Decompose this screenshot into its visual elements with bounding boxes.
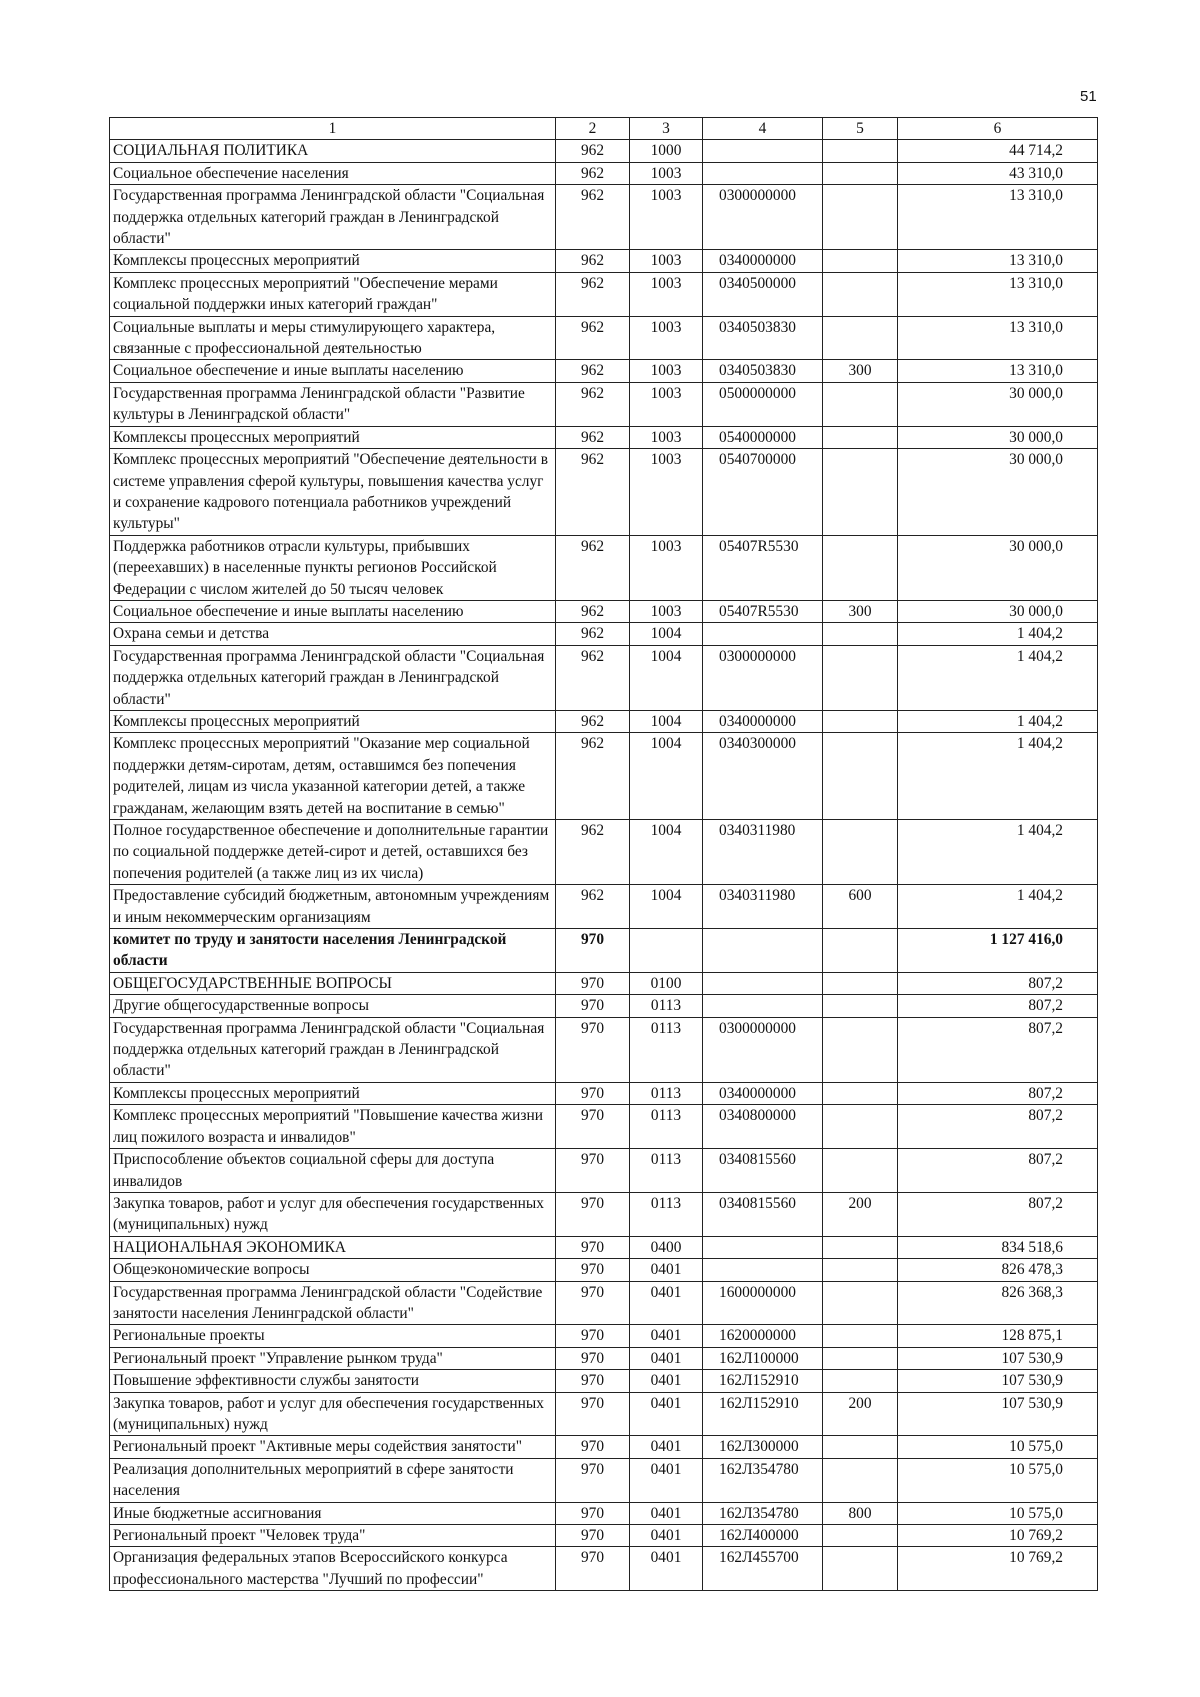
- target-article-cell: 162Л100000: [703, 1347, 823, 1369]
- row-name-cell: Региональные проекты: [110, 1325, 556, 1347]
- admin-code-cell: 970: [556, 1547, 630, 1591]
- table-row: [110, 162, 1098, 184]
- row-name-cell: Государственная программа Ленинградской области "Социальная поддержка отдельных категорий граждан в Ленинградской области": [110, 645, 556, 710]
- table-row: [110, 645, 1098, 710]
- admin-code-cell: 962: [556, 885, 630, 929]
- table-row: [110, 360, 1098, 382]
- section-code-cell: [630, 929, 703, 973]
- expense-type-cell: [823, 162, 898, 184]
- table-row: [110, 535, 1098, 600]
- admin-code-cell: 970: [556, 1370, 630, 1392]
- admin-code-cell: 962: [556, 645, 630, 710]
- admin-code-cell: 970: [556, 929, 630, 973]
- admin-code-cell: 962: [556, 535, 630, 600]
- expense-type-cell: [823, 972, 898, 994]
- section-code-cell: 0401: [630, 1259, 703, 1281]
- row-name-cell: Социальные выплаты и меры стимулирующего характера, связанные с профессиональной деятельностью: [110, 316, 556, 360]
- target-article-cell: 0340815560: [703, 1149, 823, 1193]
- table-row: [110, 1547, 1098, 1591]
- section-code-cell: 0113: [630, 1192, 703, 1236]
- row-name-cell: Государственная программа Ленинградской области "Содействие занятости населения Ленинградской области": [110, 1281, 556, 1325]
- amount-cell: 107 530,9: [898, 1392, 1098, 1436]
- section-code-cell: 0401: [630, 1370, 703, 1392]
- section-code-cell: 0113: [630, 1105, 703, 1149]
- amount-cell: 43 310,0: [898, 162, 1098, 184]
- amount-cell: 1 404,2: [898, 885, 1098, 929]
- expense-type-cell: [823, 623, 898, 645]
- expense-type-cell: [823, 1436, 898, 1458]
- amount-cell: 30 000,0: [898, 382, 1098, 426]
- table-row: [110, 1281, 1098, 1325]
- section-code-cell: 0401: [630, 1325, 703, 1347]
- section-code-cell: 0401: [630, 1502, 703, 1524]
- expense-type-cell: [823, 1370, 898, 1392]
- target-article-cell: [703, 972, 823, 994]
- amount-cell: 10 769,2: [898, 1525, 1098, 1547]
- row-name-cell: Комплексы процессных мероприятий: [110, 250, 556, 272]
- admin-code-cell: 970: [556, 1017, 630, 1082]
- amount-cell: 807,2: [898, 972, 1098, 994]
- expense-type-cell: [823, 1017, 898, 1082]
- target-article-cell: 1620000000: [703, 1325, 823, 1347]
- amount-cell: 826 368,3: [898, 1281, 1098, 1325]
- target-article-cell: [703, 995, 823, 1017]
- amount-cell: 1 404,2: [898, 645, 1098, 710]
- row-name-cell: Повышение эффективности службы занятости: [110, 1370, 556, 1392]
- table-row: [110, 1458, 1098, 1502]
- expense-type-cell: [823, 1149, 898, 1193]
- expense-type-cell: [823, 995, 898, 1017]
- column-header: 3: [630, 118, 703, 140]
- amount-cell: 30 000,0: [898, 600, 1098, 622]
- row-name-cell: Организация федеральных этапов Всероссийского конкурса профессионального мастерства "Лучший по профессии": [110, 1547, 556, 1591]
- expense-type-cell: 200: [823, 1392, 898, 1436]
- column-header: 2: [556, 118, 630, 140]
- amount-cell: 1 127 416,0: [898, 929, 1098, 973]
- admin-code-cell: 962: [556, 140, 630, 162]
- amount-cell: 834 518,6: [898, 1236, 1098, 1258]
- table-row: [110, 250, 1098, 272]
- section-code-cell: 0113: [630, 1149, 703, 1193]
- expense-type-cell: [823, 820, 898, 885]
- section-code-cell: 1004: [630, 820, 703, 885]
- admin-code-cell: 962: [556, 449, 630, 536]
- column-header: 5: [823, 118, 898, 140]
- amount-cell: 10 769,2: [898, 1547, 1098, 1591]
- section-code-cell: 1003: [630, 600, 703, 622]
- expense-type-cell: [823, 1347, 898, 1369]
- admin-code-cell: 970: [556, 1458, 630, 1502]
- table-row: [110, 972, 1098, 994]
- admin-code-cell: 962: [556, 162, 630, 184]
- expense-type-cell: [823, 1525, 898, 1547]
- expense-type-cell: [823, 710, 898, 732]
- amount-cell: 30 000,0: [898, 535, 1098, 600]
- row-name-cell: Закупка товаров, работ и услуг для обеспечения государственных (муниципальных) нужд: [110, 1192, 556, 1236]
- target-article-cell: [703, 623, 823, 645]
- section-code-cell: 1003: [630, 535, 703, 600]
- amount-cell: 107 530,9: [898, 1347, 1098, 1369]
- target-article-cell: 162Л400000: [703, 1525, 823, 1547]
- section-code-cell: 0100: [630, 972, 703, 994]
- admin-code-cell: 970: [556, 1325, 630, 1347]
- table-row: [110, 733, 1098, 820]
- amount-cell: 807,2: [898, 1149, 1098, 1193]
- amount-cell: 807,2: [898, 1192, 1098, 1236]
- expense-type-cell: 600: [823, 885, 898, 929]
- column-header: 1: [110, 118, 556, 140]
- table-body: [110, 118, 1098, 1591]
- table-header-row: [110, 118, 1098, 140]
- amount-cell: 1 404,2: [898, 623, 1098, 645]
- expense-type-cell: [823, 1281, 898, 1325]
- table-row: [110, 623, 1098, 645]
- expense-type-cell: [823, 645, 898, 710]
- amount-cell: 13 310,0: [898, 185, 1098, 250]
- amount-cell: 10 575,0: [898, 1502, 1098, 1524]
- section-code-cell: 1004: [630, 645, 703, 710]
- expense-type-cell: [823, 449, 898, 536]
- expense-type-cell: [823, 140, 898, 162]
- expense-type-cell: 800: [823, 1502, 898, 1524]
- admin-code-cell: 970: [556, 972, 630, 994]
- table-row: [110, 449, 1098, 536]
- row-name-cell: Комплексы процессных мероприятий: [110, 710, 556, 732]
- amount-cell: 128 875,1: [898, 1325, 1098, 1347]
- expense-type-cell: [823, 535, 898, 600]
- target-article-cell: [703, 929, 823, 973]
- row-name-cell: Полное государственное обеспечение и дополнительные гарантии по социальной поддержке детей-сирот и детей, оставшихся без попечения родителей (а также лиц из их числа): [110, 820, 556, 885]
- row-name-cell: комитет по труду и занятости населения Ленинградской области: [110, 929, 556, 973]
- amount-cell: 807,2: [898, 1082, 1098, 1104]
- table-row: [110, 272, 1098, 316]
- admin-code-cell: 962: [556, 360, 630, 382]
- amount-cell: 807,2: [898, 1017, 1098, 1082]
- table-row: [110, 1392, 1098, 1436]
- admin-code-cell: 970: [556, 1392, 630, 1436]
- target-article-cell: 0340500000: [703, 272, 823, 316]
- expense-type-cell: [823, 1105, 898, 1149]
- row-name-cell: Предоставление субсидий бюджетным, автономным учреждениям и иным некоммерческим организациям: [110, 885, 556, 929]
- target-article-cell: 0340311980: [703, 885, 823, 929]
- table-row: [110, 1259, 1098, 1281]
- row-name-cell: Региональный проект "Активные меры содействия занятости": [110, 1436, 556, 1458]
- row-name-cell: Общеэкономические вопросы: [110, 1259, 556, 1281]
- amount-cell: 30 000,0: [898, 426, 1098, 448]
- admin-code-cell: 962: [556, 250, 630, 272]
- target-article-cell: [703, 162, 823, 184]
- admin-code-cell: 970: [556, 1525, 630, 1547]
- table-row: [110, 1347, 1098, 1369]
- amount-cell: 107 530,9: [898, 1370, 1098, 1392]
- section-code-cell: 0400: [630, 1236, 703, 1258]
- target-article-cell: 0540000000: [703, 426, 823, 448]
- table-row: [110, 929, 1098, 973]
- amount-cell: 807,2: [898, 1105, 1098, 1149]
- row-name-cell: Комплексы процессных мероприятий: [110, 1082, 556, 1104]
- admin-code-cell: 962: [556, 600, 630, 622]
- admin-code-cell: 970: [556, 1281, 630, 1325]
- section-code-cell: 1003: [630, 382, 703, 426]
- admin-code-cell: 962: [556, 733, 630, 820]
- admin-code-cell: 962: [556, 623, 630, 645]
- section-code-cell: 0401: [630, 1458, 703, 1502]
- target-article-cell: 0500000000: [703, 382, 823, 426]
- section-code-cell: 0401: [630, 1547, 703, 1591]
- section-code-cell: 0113: [630, 1017, 703, 1082]
- row-name-cell: Реализация дополнительных мероприятий в сфере занятости населения: [110, 1458, 556, 1502]
- target-article-cell: 162Л354780: [703, 1458, 823, 1502]
- target-article-cell: 0340800000: [703, 1105, 823, 1149]
- column-header: 4: [703, 118, 823, 140]
- row-name-cell: Комплекс процессных мероприятий "Обеспечение мерами социальной поддержки иных категорий граждан": [110, 272, 556, 316]
- admin-code-cell: 970: [556, 995, 630, 1017]
- expense-type-cell: [823, 316, 898, 360]
- section-code-cell: 0401: [630, 1436, 703, 1458]
- expense-type-cell: [823, 382, 898, 426]
- section-code-cell: 0401: [630, 1525, 703, 1547]
- target-article-cell: 0300000000: [703, 185, 823, 250]
- expense-type-cell: [823, 1259, 898, 1281]
- target-article-cell: 162Л152910: [703, 1392, 823, 1436]
- table-row: [110, 1105, 1098, 1149]
- amount-cell: 13 310,0: [898, 250, 1098, 272]
- expense-type-cell: 300: [823, 600, 898, 622]
- admin-code-cell: 970: [556, 1436, 630, 1458]
- section-code-cell: 0401: [630, 1347, 703, 1369]
- section-code-cell: 0401: [630, 1392, 703, 1436]
- page-number: 51: [1080, 88, 1097, 105]
- target-article-cell: [703, 140, 823, 162]
- row-name-cell: Приспособление объектов социальной сферы для доступа инвалидов: [110, 1149, 556, 1193]
- target-article-cell: 05407R5530: [703, 600, 823, 622]
- admin-code-cell: 962: [556, 820, 630, 885]
- row-name-cell: Региональный проект "Управление рынком труда": [110, 1347, 556, 1369]
- table-row: [110, 1017, 1098, 1082]
- row-name-cell: Поддержка работников отрасли культуры, прибывших (переехавших) в населенные пункты регионов Российской Федерации с числом жителей до 50 тысяч человек: [110, 535, 556, 600]
- target-article-cell: [703, 1259, 823, 1281]
- section-code-cell: 1003: [630, 162, 703, 184]
- row-name-cell: Социальное обеспечение и иные выплаты населению: [110, 360, 556, 382]
- table-row: [110, 1370, 1098, 1392]
- section-code-cell: 1004: [630, 623, 703, 645]
- amount-cell: 1 404,2: [898, 820, 1098, 885]
- row-name-cell: ОБЩЕГОСУДАРСТВЕННЫЕ ВОПРОСЫ: [110, 972, 556, 994]
- table-row: [110, 1149, 1098, 1193]
- section-code-cell: 1004: [630, 885, 703, 929]
- target-article-cell: 0340503830: [703, 316, 823, 360]
- target-article-cell: 162Л300000: [703, 1436, 823, 1458]
- table-row: [110, 1325, 1098, 1347]
- amount-cell: 13 310,0: [898, 316, 1098, 360]
- expense-type-cell: [823, 1236, 898, 1258]
- row-name-cell: Социальное обеспечение населения: [110, 162, 556, 184]
- row-name-cell: Закупка товаров, работ и услуг для обеспечения государственных (муниципальных) нужд: [110, 1392, 556, 1436]
- admin-code-cell: 970: [556, 1082, 630, 1104]
- amount-cell: 10 575,0: [898, 1458, 1098, 1502]
- target-article-cell: 1600000000: [703, 1281, 823, 1325]
- target-article-cell: 0340503830: [703, 360, 823, 382]
- table-row: [110, 1192, 1098, 1236]
- row-name-cell: Государственная программа Ленинградской области "Социальная поддержка отдельных категорий граждан в Ленинградской области": [110, 1017, 556, 1082]
- table-row: [110, 885, 1098, 929]
- target-article-cell: 162Л152910: [703, 1370, 823, 1392]
- amount-cell: 826 478,3: [898, 1259, 1098, 1281]
- table-row: [110, 426, 1098, 448]
- table-row: [110, 1082, 1098, 1104]
- target-article-cell: 0540700000: [703, 449, 823, 536]
- admin-code-cell: 970: [556, 1149, 630, 1193]
- target-article-cell: 0340000000: [703, 1082, 823, 1104]
- row-name-cell: Иные бюджетные ассигнования: [110, 1502, 556, 1524]
- expense-type-cell: [823, 250, 898, 272]
- expense-type-cell: [823, 1325, 898, 1347]
- table-row: [110, 710, 1098, 732]
- admin-code-cell: 970: [556, 1236, 630, 1258]
- expense-type-cell: [823, 1458, 898, 1502]
- section-code-cell: 1000: [630, 140, 703, 162]
- amount-cell: 1 404,2: [898, 733, 1098, 820]
- target-article-cell: 0340815560: [703, 1192, 823, 1236]
- table-row: [110, 1502, 1098, 1524]
- expense-type-cell: [823, 426, 898, 448]
- table-row: [110, 1525, 1098, 1547]
- admin-code-cell: 970: [556, 1105, 630, 1149]
- amount-cell: 44 714,2: [898, 140, 1098, 162]
- table-row: [110, 995, 1098, 1017]
- admin-code-cell: 970: [556, 1347, 630, 1369]
- table-row: [110, 1236, 1098, 1258]
- table-row: [110, 382, 1098, 426]
- row-name-cell: Охрана семьи и детства: [110, 623, 556, 645]
- admin-code-cell: 970: [556, 1192, 630, 1236]
- amount-cell: 13 310,0: [898, 360, 1098, 382]
- row-name-cell: Региональный проект "Человек труда": [110, 1525, 556, 1547]
- table-row: [110, 316, 1098, 360]
- expense-type-cell: [823, 272, 898, 316]
- row-name-cell: Другие общегосударственные вопросы: [110, 995, 556, 1017]
- expense-type-cell: 300: [823, 360, 898, 382]
- admin-code-cell: 962: [556, 382, 630, 426]
- row-name-cell: СОЦИАЛЬНАЯ ПОЛИТИКА: [110, 140, 556, 162]
- target-article-cell: 05407R5530: [703, 535, 823, 600]
- target-article-cell: 0340000000: [703, 710, 823, 732]
- section-code-cell: 1004: [630, 733, 703, 820]
- expense-type-cell: [823, 929, 898, 973]
- section-code-cell: 1003: [630, 316, 703, 360]
- table-row: [110, 600, 1098, 622]
- admin-code-cell: 962: [556, 272, 630, 316]
- admin-code-cell: 962: [556, 710, 630, 732]
- section-code-cell: 1003: [630, 449, 703, 536]
- target-article-cell: 0340300000: [703, 733, 823, 820]
- section-code-cell: 1003: [630, 272, 703, 316]
- row-name-cell: Комплекс процессных мероприятий "Обеспечение деятельности в системе управления сферой культуры, повышения качества услуг и сохранение кадрового потенциала работников учреждений культуры": [110, 449, 556, 536]
- section-code-cell: 1003: [630, 250, 703, 272]
- admin-code-cell: 962: [556, 316, 630, 360]
- expense-type-cell: [823, 733, 898, 820]
- target-article-cell: 0340000000: [703, 250, 823, 272]
- expense-type-cell: [823, 185, 898, 250]
- row-name-cell: Комплексы процессных мероприятий: [110, 426, 556, 448]
- expense-type-cell: [823, 1547, 898, 1591]
- budget-table: [109, 117, 1098, 1591]
- table-row: [110, 140, 1098, 162]
- row-name-cell: Социальное обеспечение и иные выплаты населению: [110, 600, 556, 622]
- section-code-cell: 1003: [630, 360, 703, 382]
- section-code-cell: 1004: [630, 710, 703, 732]
- row-name-cell: Комплекс процессных мероприятий "Оказание мер социальной поддержки детям-сиротам, детям, оставшимся без попечения родителей, лицам из числа указанной категории детей, а также гражданам, желающим взять детей на воспитание в семью": [110, 733, 556, 820]
- target-article-cell: 162Л354780: [703, 1502, 823, 1524]
- amount-cell: 10 575,0: [898, 1436, 1098, 1458]
- expense-type-cell: 200: [823, 1192, 898, 1236]
- row-name-cell: Комплекс процессных мероприятий "Повышение качества жизни лиц пожилого возраста и инвалидов": [110, 1105, 556, 1149]
- table-row: [110, 820, 1098, 885]
- amount-cell: 30 000,0: [898, 449, 1098, 536]
- row-name-cell: НАЦИОНАЛЬНАЯ ЭКОНОМИКА: [110, 1236, 556, 1258]
- amount-cell: 1 404,2: [898, 710, 1098, 732]
- table-row: [110, 1436, 1098, 1458]
- table-row: [110, 185, 1098, 250]
- target-article-cell: 0300000000: [703, 645, 823, 710]
- admin-code-cell: 970: [556, 1259, 630, 1281]
- expense-type-cell: [823, 1082, 898, 1104]
- amount-cell: 13 310,0: [898, 272, 1098, 316]
- section-code-cell: 1003: [630, 185, 703, 250]
- target-article-cell: 0340311980: [703, 820, 823, 885]
- section-code-cell: 0113: [630, 995, 703, 1017]
- target-article-cell: 162Л455700: [703, 1547, 823, 1591]
- section-code-cell: 1003: [630, 426, 703, 448]
- row-name-cell: Государственная программа Ленинградской области "Развитие культуры в Ленинградской области": [110, 382, 556, 426]
- row-name-cell: Государственная программа Ленинградской области "Социальная поддержка отдельных категорий граждан в Ленинградской области": [110, 185, 556, 250]
- column-header: 6: [898, 118, 1098, 140]
- section-code-cell: 0401: [630, 1281, 703, 1325]
- admin-code-cell: 970: [556, 1502, 630, 1524]
- section-code-cell: 0113: [630, 1082, 703, 1104]
- amount-cell: 807,2: [898, 995, 1098, 1017]
- admin-code-cell: 962: [556, 185, 630, 250]
- admin-code-cell: 962: [556, 426, 630, 448]
- target-article-cell: 0300000000: [703, 1017, 823, 1082]
- target-article-cell: [703, 1236, 823, 1258]
